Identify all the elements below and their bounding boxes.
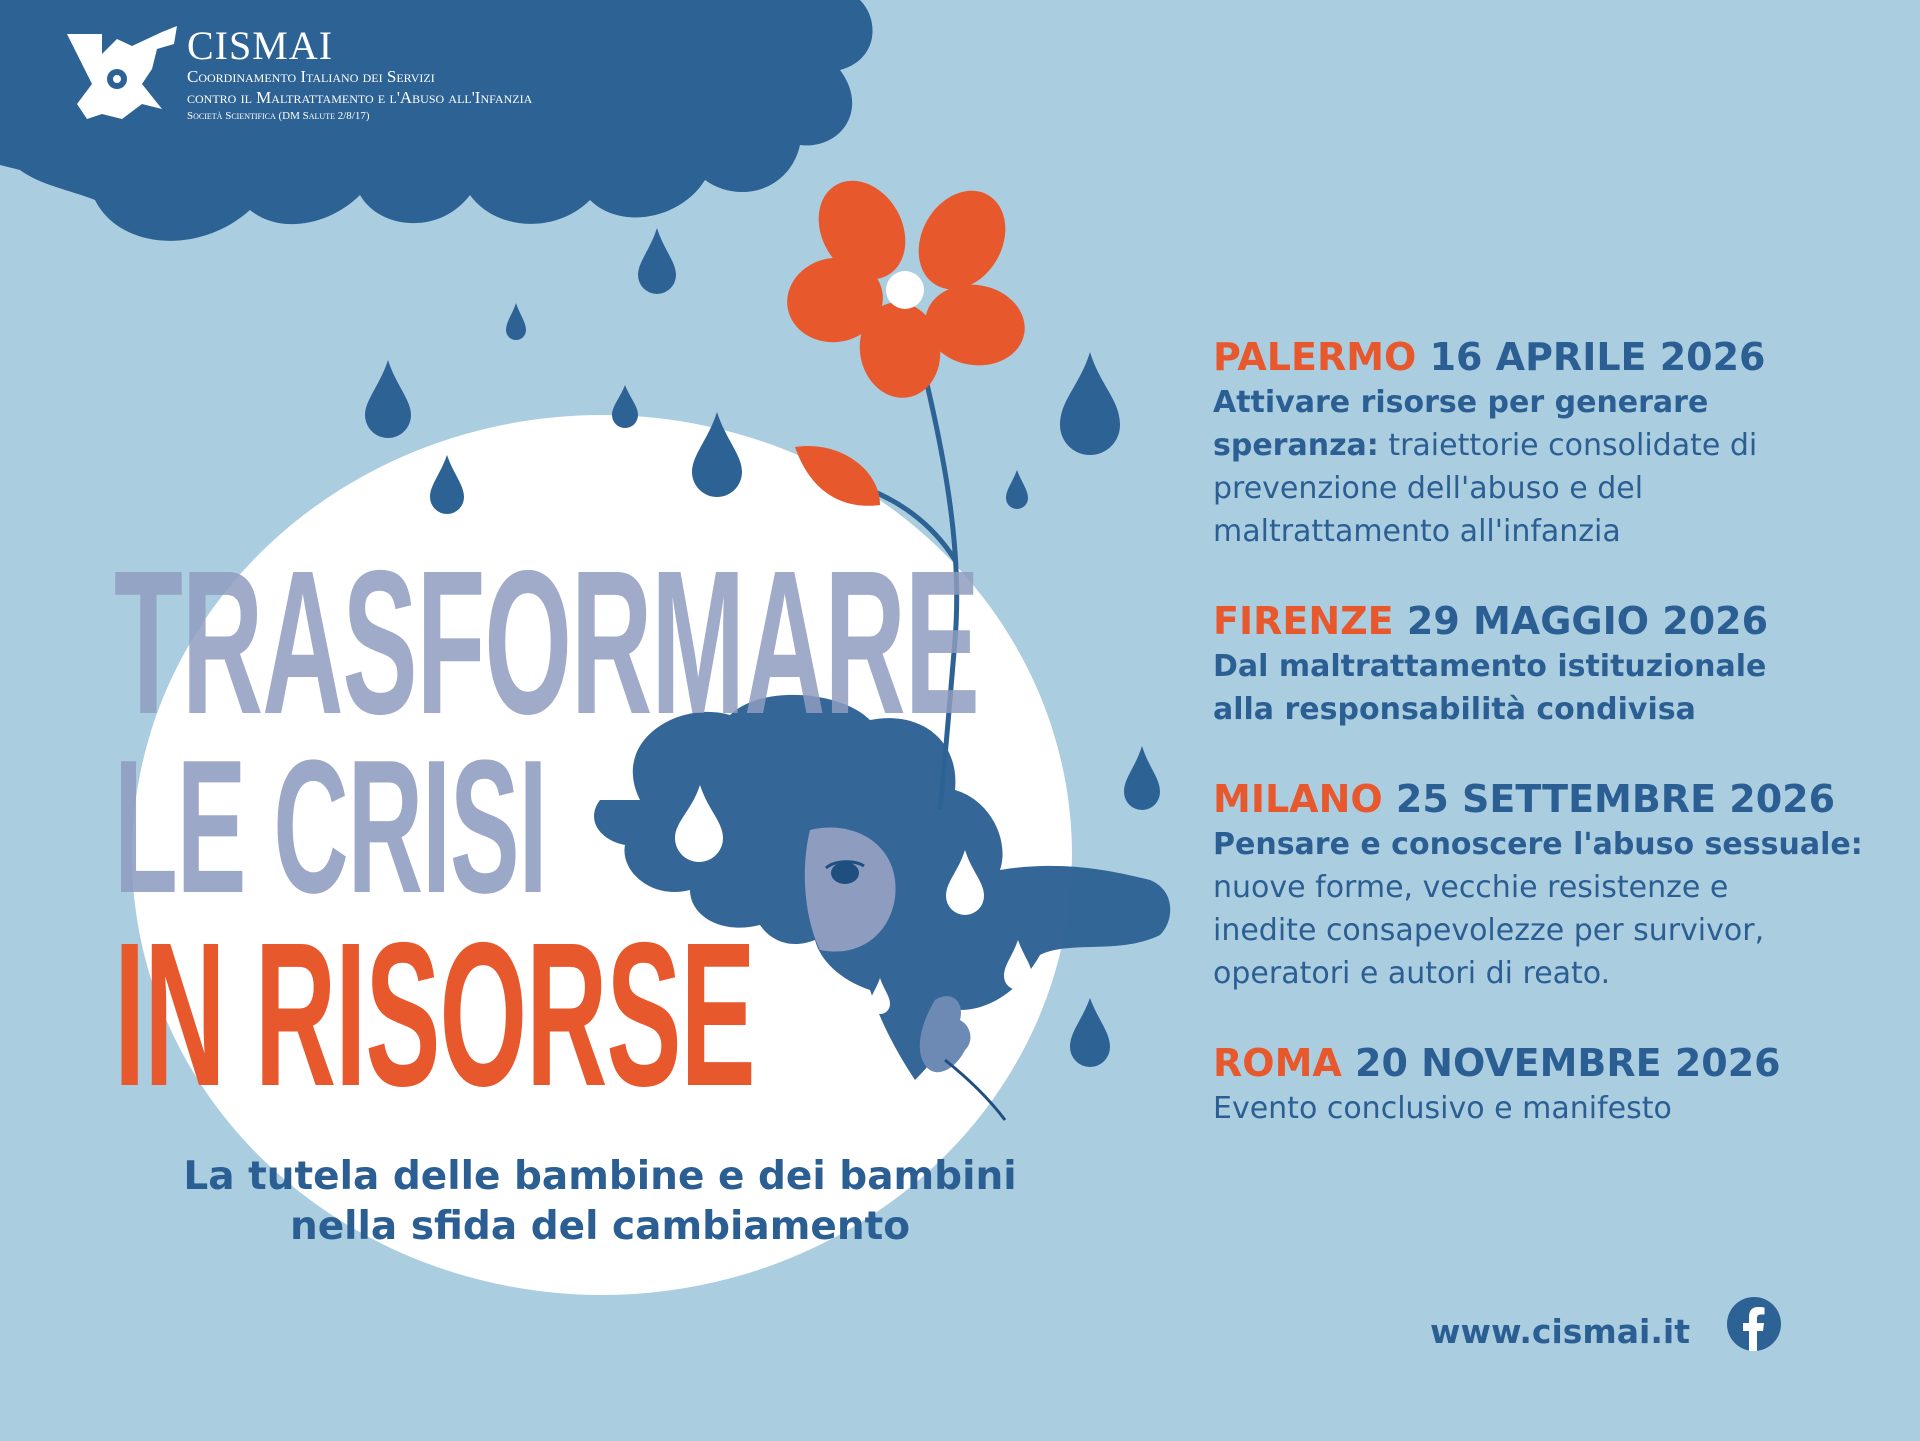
title-line-2: LE CRISI: [114, 721, 547, 933]
event-date: 16 APRILE 2026: [1429, 335, 1766, 379]
org-full-name-line2: contro il Maltrattamento e l'Abuso all'Infanzia: [187, 88, 533, 107]
event-title: Attivare risorse per generare speranza:: [1213, 385, 1709, 463]
cismai-logo-icon: [62, 24, 184, 124]
title-line-1: TRASFORMARE: [114, 528, 979, 757]
event-heading: [1213, 597, 1913, 645]
subtitle-line2: nella sfida del cambiamento: [289, 1204, 911, 1249]
event-description: nuove forme, vecchie resistenze e inedite consapevolezze per survivor, operatori e autori di reato.: [1213, 870, 1765, 991]
event-body: [1213, 823, 1893, 995]
org-full-name-line1: Coordinamento Italiano dei Servizi: [187, 67, 435, 86]
event-heading: [1213, 1039, 1913, 1087]
event-body: [1213, 645, 1793, 731]
event-city: MILANO: [1213, 777, 1383, 821]
event-body: [1213, 381, 1783, 553]
org-note: Società Scientifica (DM Salute 2/8/17): [187, 110, 370, 122]
event-description: traiettorie consolidate di prevenzione dell'abuso e del maltrattamento all'infanzia: [1213, 428, 1758, 549]
event-city: PALERMO: [1213, 335, 1417, 379]
event-city: FIRENZE: [1213, 599, 1394, 643]
event-date: 20 NOVEMBRE 2026: [1355, 1041, 1781, 1085]
website-link[interactable]: www.cismai.it: [1430, 1312, 1690, 1351]
facebook-icon[interactable]: [1727, 1297, 1781, 1351]
event-heading: [1213, 775, 1913, 823]
org-full-name: [187, 66, 532, 108]
event-date: 29 MAGGIO 2026: [1406, 599, 1769, 643]
org-name: CISMAI: [187, 23, 334, 68]
events-list: [1213, 333, 1913, 1174]
subtitle-line1: La tutela delle bambine e dei bambini: [183, 1154, 1017, 1199]
subtitle: [120, 1152, 1080, 1252]
event-title: Pensare e conoscere l'abuso sessuale:: [1213, 827, 1863, 862]
event-milano: [1213, 775, 1913, 995]
event-city: ROMA: [1213, 1041, 1342, 1085]
title-line-3: IN RISORSE: [114, 900, 755, 1129]
event-palermo: [1213, 333, 1913, 553]
event-firenze: [1213, 597, 1913, 731]
event-roma: [1213, 1039, 1913, 1130]
event-heading: [1213, 333, 1913, 381]
event-date: 25 SETTEMBRE 2026: [1395, 777, 1836, 821]
event-description: Evento conclusivo e manifesto: [1213, 1091, 1672, 1126]
event-title: Dal maltrattamento istituzionale alla responsabilità condivisa: [1213, 649, 1767, 727]
